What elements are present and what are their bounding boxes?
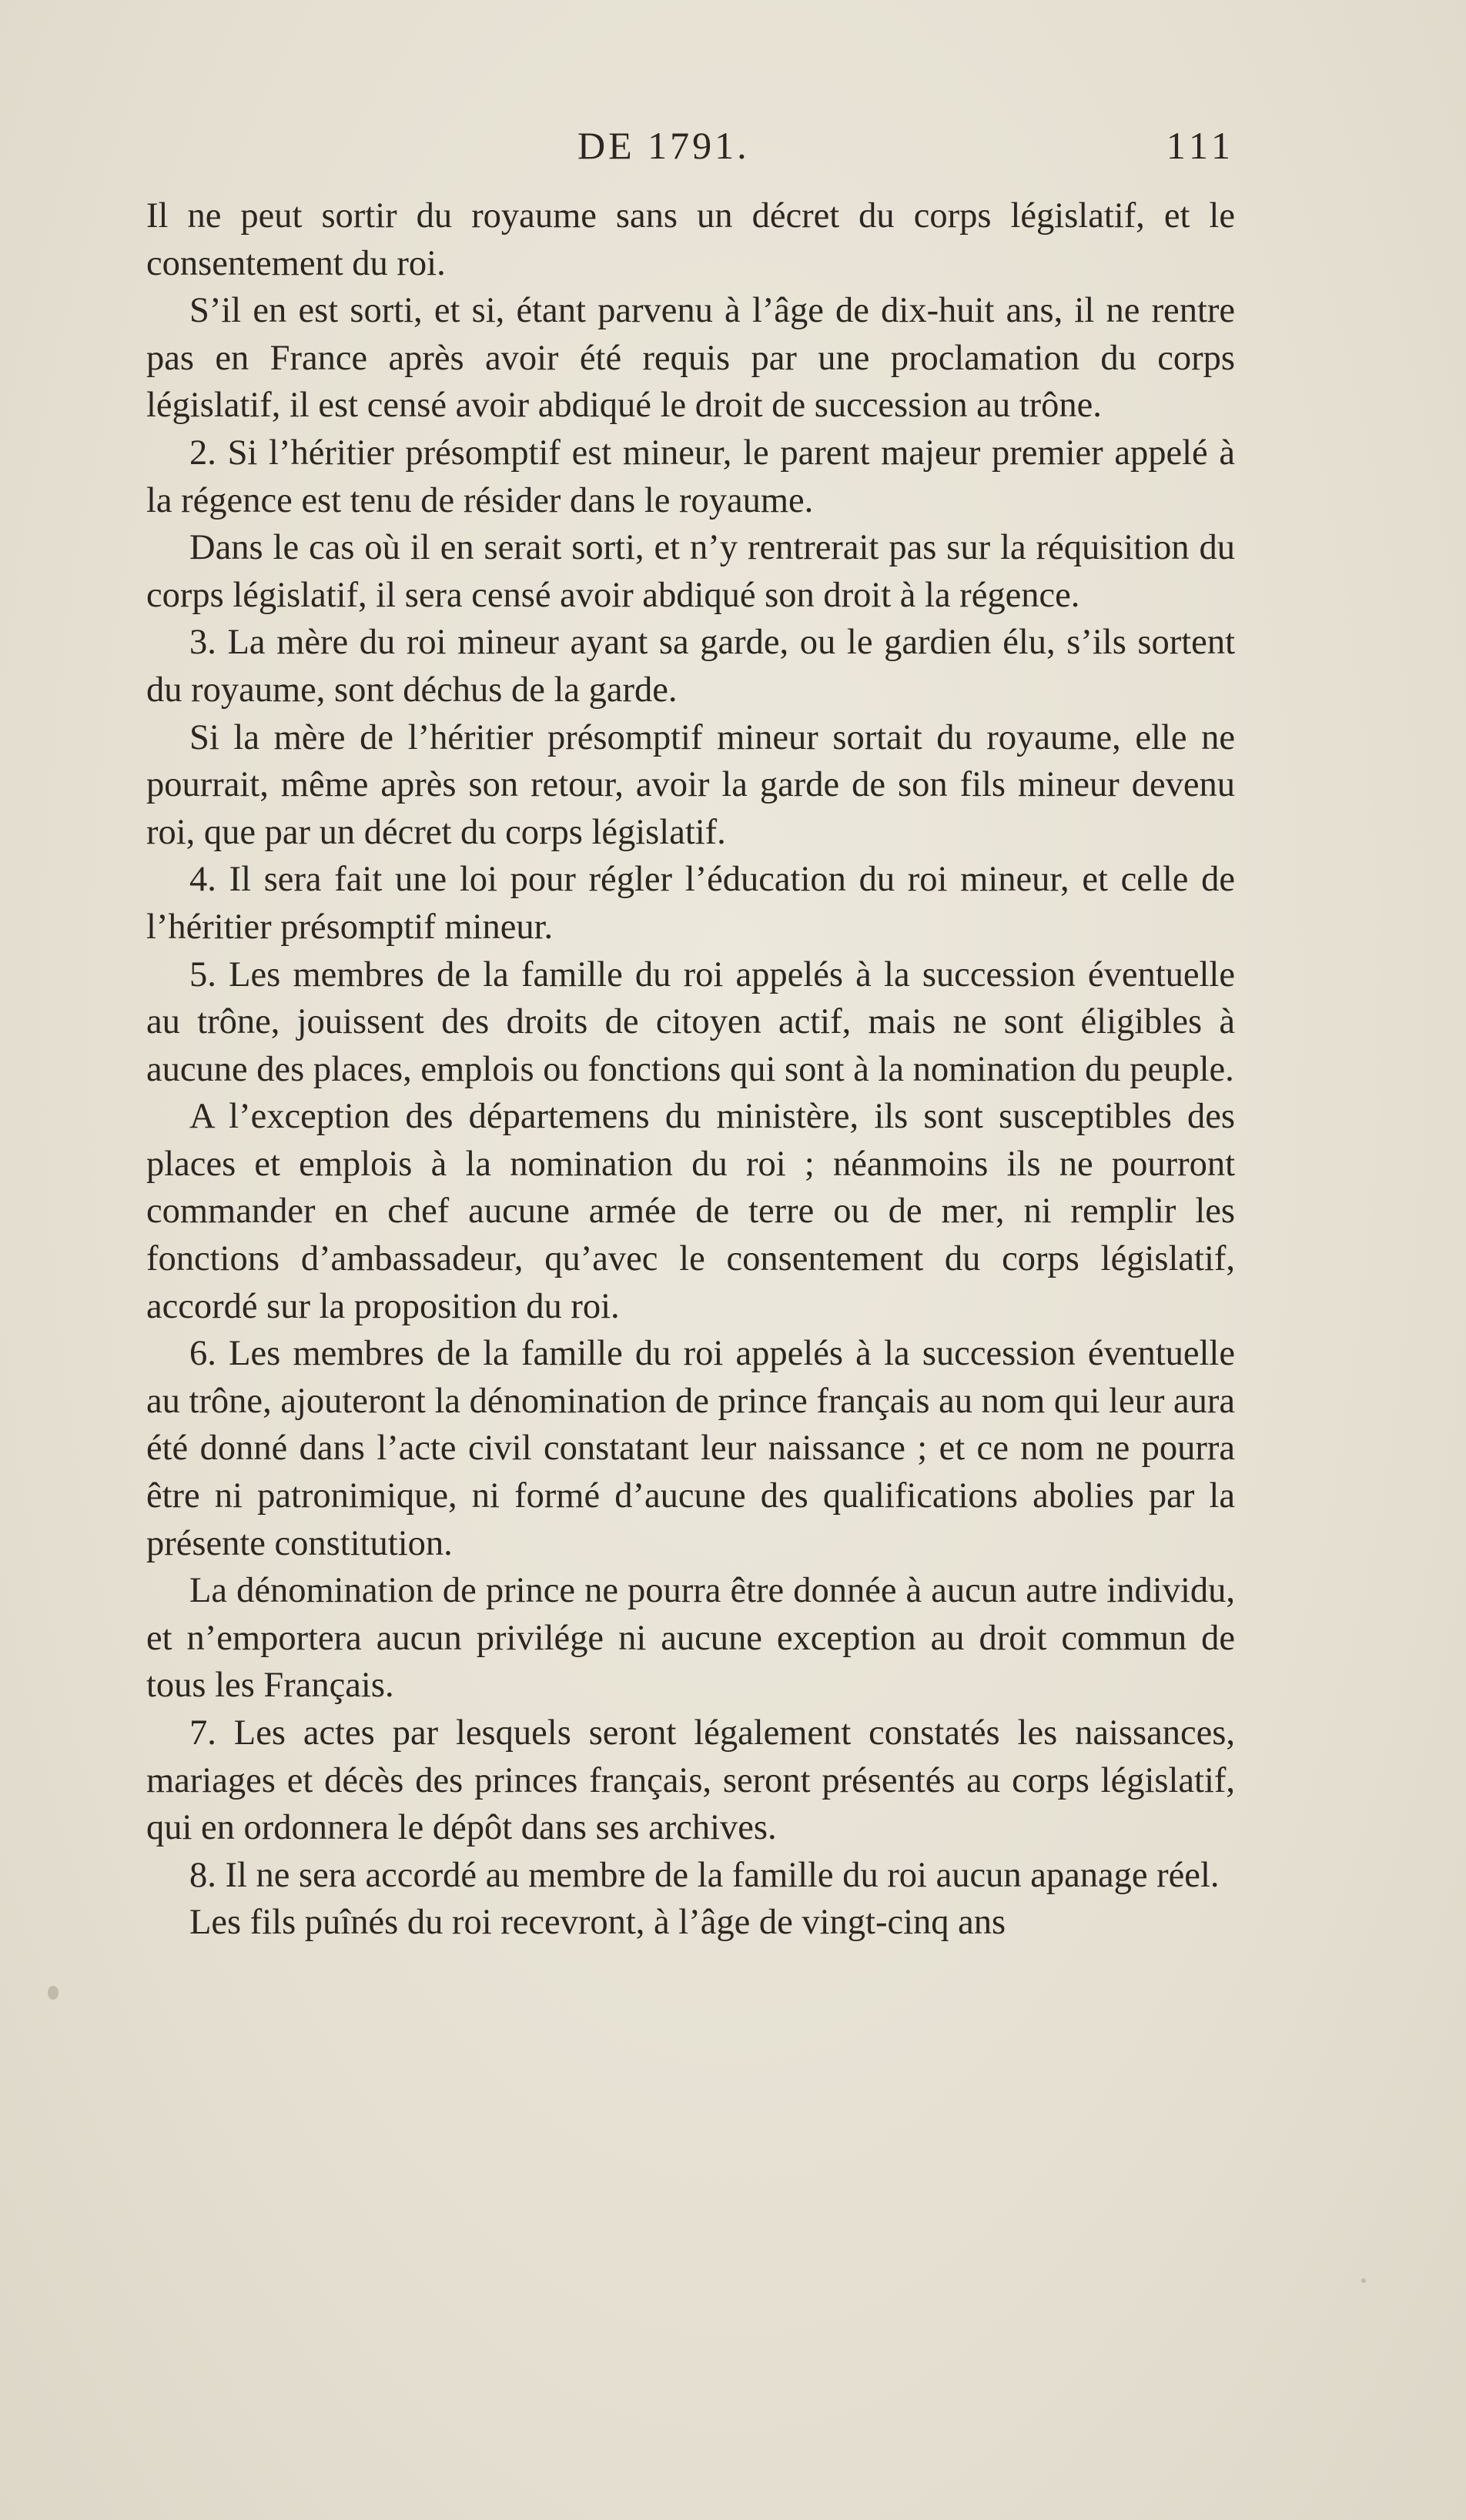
- paragraph: La dénomination de prince ne pourra être donnée à aucun autre individu, et n’emportera aucun privilége ni aucune exception au droit commun de tous les Français.: [146, 1571, 1235, 1706]
- running-title: DE 1791.: [577, 124, 750, 167]
- paper-stain: [48, 1986, 59, 2000]
- paragraph: A l’exception des départemens du ministère, ils sont susceptibles des places et emplois à la nomination du roi ; néanmoins ils ne pourront commander en chef aucune armée de terre ou de mer, ni remplir les fonctions d’ambassadeur, qu’avec le consentement du corps législatif, accordé sur la proposition du roi.: [146, 1097, 1235, 1326]
- paragraph: 4. Il sera fait une loi pour régler l’éducation du roi mineur, et celle de l’héritier présomptif mineur.: [146, 860, 1235, 947]
- page-header: [146, 123, 1235, 177]
- paragraph: 8. Il ne sera accordé au membre de la famille du roi aucun apanage réel.: [189, 1855, 1220, 1895]
- paragraph: 7. Les actes par lesquels seront légalement constatés les naissances, mariages et décès des princes français, seront présentés au corps législatif, qui en ordonnera le dépôt dans ses archives.: [146, 1713, 1235, 1848]
- paragraph: 3. La mère du roi mineur ayant sa garde, ou le gardien élu, s’ils sortent du royaume, sont déchus de la garde.: [146, 623, 1235, 710]
- paragraph: Dans le cas où il en serait sorti, et n’y rentrerait pas sur la réquisition du corps législatif, il sera censé avoir abdiqué son droit à la régence.: [146, 528, 1235, 615]
- paper-stain: [1361, 2278, 1366, 2283]
- paragraph: 5. Les membres de la famille du roi appelés à la succession éventuelle au trône, jouissent des droits de citoyen actif, mais ne sont éligibles à aucune des places, emplois ou fonctions qui sont à la nomination du peuple.: [146, 954, 1235, 1089]
- paragraph: 2. Si l’héritier présomptif est mineur, le parent majeur premier appelé à la régence est tenu de résider dans le royaume.: [146, 433, 1235, 520]
- page-number: 111: [1166, 124, 1235, 167]
- paragraph: Il ne peut sortir du royaume sans un décret du corps législatif, et le consentement du roi.: [146, 196, 1235, 283]
- paragraph: Si la mère de l’héritier présomptif mineur sortait du royaume, elle ne pourrait, même après son retour, avoir la garde de son fils mineur devenu roi, que par un décret du corps législatif.: [146, 717, 1235, 852]
- body-text: [146, 192, 1235, 1947]
- paragraph: S’il en est sorti, et si, étant parvenu à l’âge de dix-huit ans, il ne rentre pas en France après avoir été requis par une proclamation du corps législatif, il est censé avoir abdiqué le droit de succession au trône.: [146, 291, 1235, 426]
- paragraph: Les fils puînés du roi recevront, à l’âge de vingt-cinq ans: [189, 1903, 1006, 1943]
- paragraph: 6. Les membres de la famille du roi appelés à la succession éventuelle au trône, ajouteront la dénomination de prince français au nom qui leur aura été donné dans l’acte civil constatant leur naissance ; et ce nom ne pourra être ni patronimique, ni formé d’aucune des qualifications abolies par la présente constitution.: [146, 1334, 1235, 1563]
